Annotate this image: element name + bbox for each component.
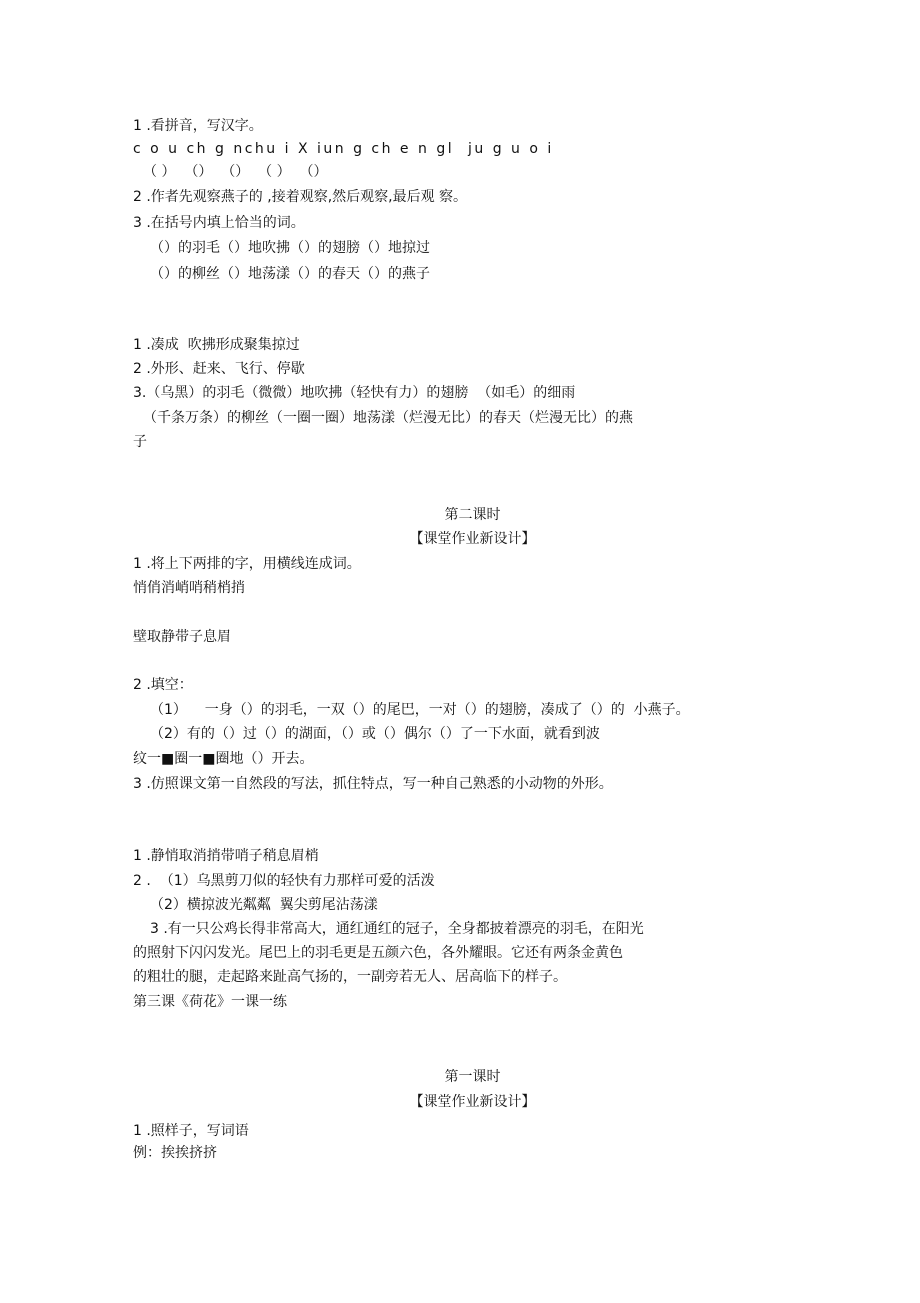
fill-blank-2-cont: 纹一■圈一■圈地（）开去。 — [133, 751, 314, 767]
question-1-pinyin: 1 .看拼音，写汉字。 — [133, 118, 263, 134]
answer-1: 1 .凑成 吹拂形成聚集掠过 — [133, 337, 300, 353]
pinyin-line: c o u ch g nchu i X iun g ch e n gl ju g u o i — [133, 141, 554, 157]
lesson-2-question-3: 3 .仿照课文第一自然段的写法，抓住特点，写一种自己熟悉的小动物的外形。 — [133, 776, 613, 792]
fill-blank-2: （2）有的（）过（）的湖面，（）或（）偶尔（）了一下水面，就看到波 — [150, 726, 600, 742]
answer-3-line-3: 子 — [133, 434, 147, 450]
fill-blank-1: （1） 一身（）的羽毛，一双（）的尾巴，一对（）的翅膀，凑成了（）的 小燕子。 — [150, 702, 690, 718]
answer-3-line-1: 3.（乌黑）的羽毛（微微）地吹拂（轻快有力）的翅膀 （如毛）的细雨 — [133, 385, 576, 401]
answer2-3-line-3: 的粗壮的腿，走起路来趾高气扬的，一副旁若无人、居高临下的样子。 — [133, 969, 567, 985]
lesson-3-subtitle: 【课堂作业新设计】 — [409, 1094, 536, 1110]
lesson-2-subtitle: 【课堂作业新设计】 — [409, 531, 536, 547]
answer2-2-part-2: （2）横掠波光粼粼 翼尖剪尾沾荡漾 — [150, 897, 378, 913]
fill-words-line-2: （）的柳丝（）地荡漾（）的春天（）的燕子 — [150, 266, 430, 282]
fill-words-line-1: （）的羽毛（）地吹拂（）的翅膀（）地掠过 — [150, 240, 430, 256]
lesson-2-question-1: 1 .将上下两排的字，用横线连成词。 — [133, 556, 361, 572]
blank-brackets-line: （ ） （） （） （ ） （） — [143, 164, 328, 180]
question-3-fill-words: 3 .在括号内填上恰当的词。 — [133, 215, 305, 231]
answer2-3-line-2: 的照射下闪闪发光。尾巴上的羽毛更是五颜六色，各外耀眼。它还有两条金黄色 — [133, 945, 623, 961]
lesson-3-example: 例：挨挨挤挤 — [133, 1145, 217, 1161]
question-2-observation: 2 .作者先观察燕子的 ,接着观察,然后观察,最后观 察。 — [133, 189, 468, 205]
lesson-2-question-2: 2 .填空： — [133, 677, 193, 693]
char-row-top: 悄俏消峭哨稍梢捎 — [133, 580, 245, 596]
answer2-1: 1 .静悄取消捎带哨子稍息眉梢 — [133, 848, 319, 864]
answer-3-line-2: （千条万条）的柳丝（一圈一圈）地荡漾（烂漫无比）的春天（烂漫无比）的燕 — [143, 410, 633, 426]
answer2-3-line-1: 3 .有一只公鸡长得非常高大，通红通红的冠子，全身都披着漂亮的羽毛，在阳光 — [150, 921, 644, 937]
next-lesson-heading: 第三课《荷花》一课一练 — [133, 994, 287, 1010]
answer2-2: 2 . （1）乌黑剪刀似的轻快有力那样可爱的活泼 — [133, 873, 435, 889]
lesson-3-title: 第一课时 — [444, 1069, 501, 1085]
lesson-2-title: 第二课时 — [444, 507, 501, 523]
char-row-bottom: 壁取静带子息眉 — [133, 629, 231, 645]
lesson-3-question-1: 1 .照样子，写词语 — [133, 1123, 249, 1139]
answer-2: 2 .外形、赶来、飞行、停歇 — [133, 361, 305, 377]
